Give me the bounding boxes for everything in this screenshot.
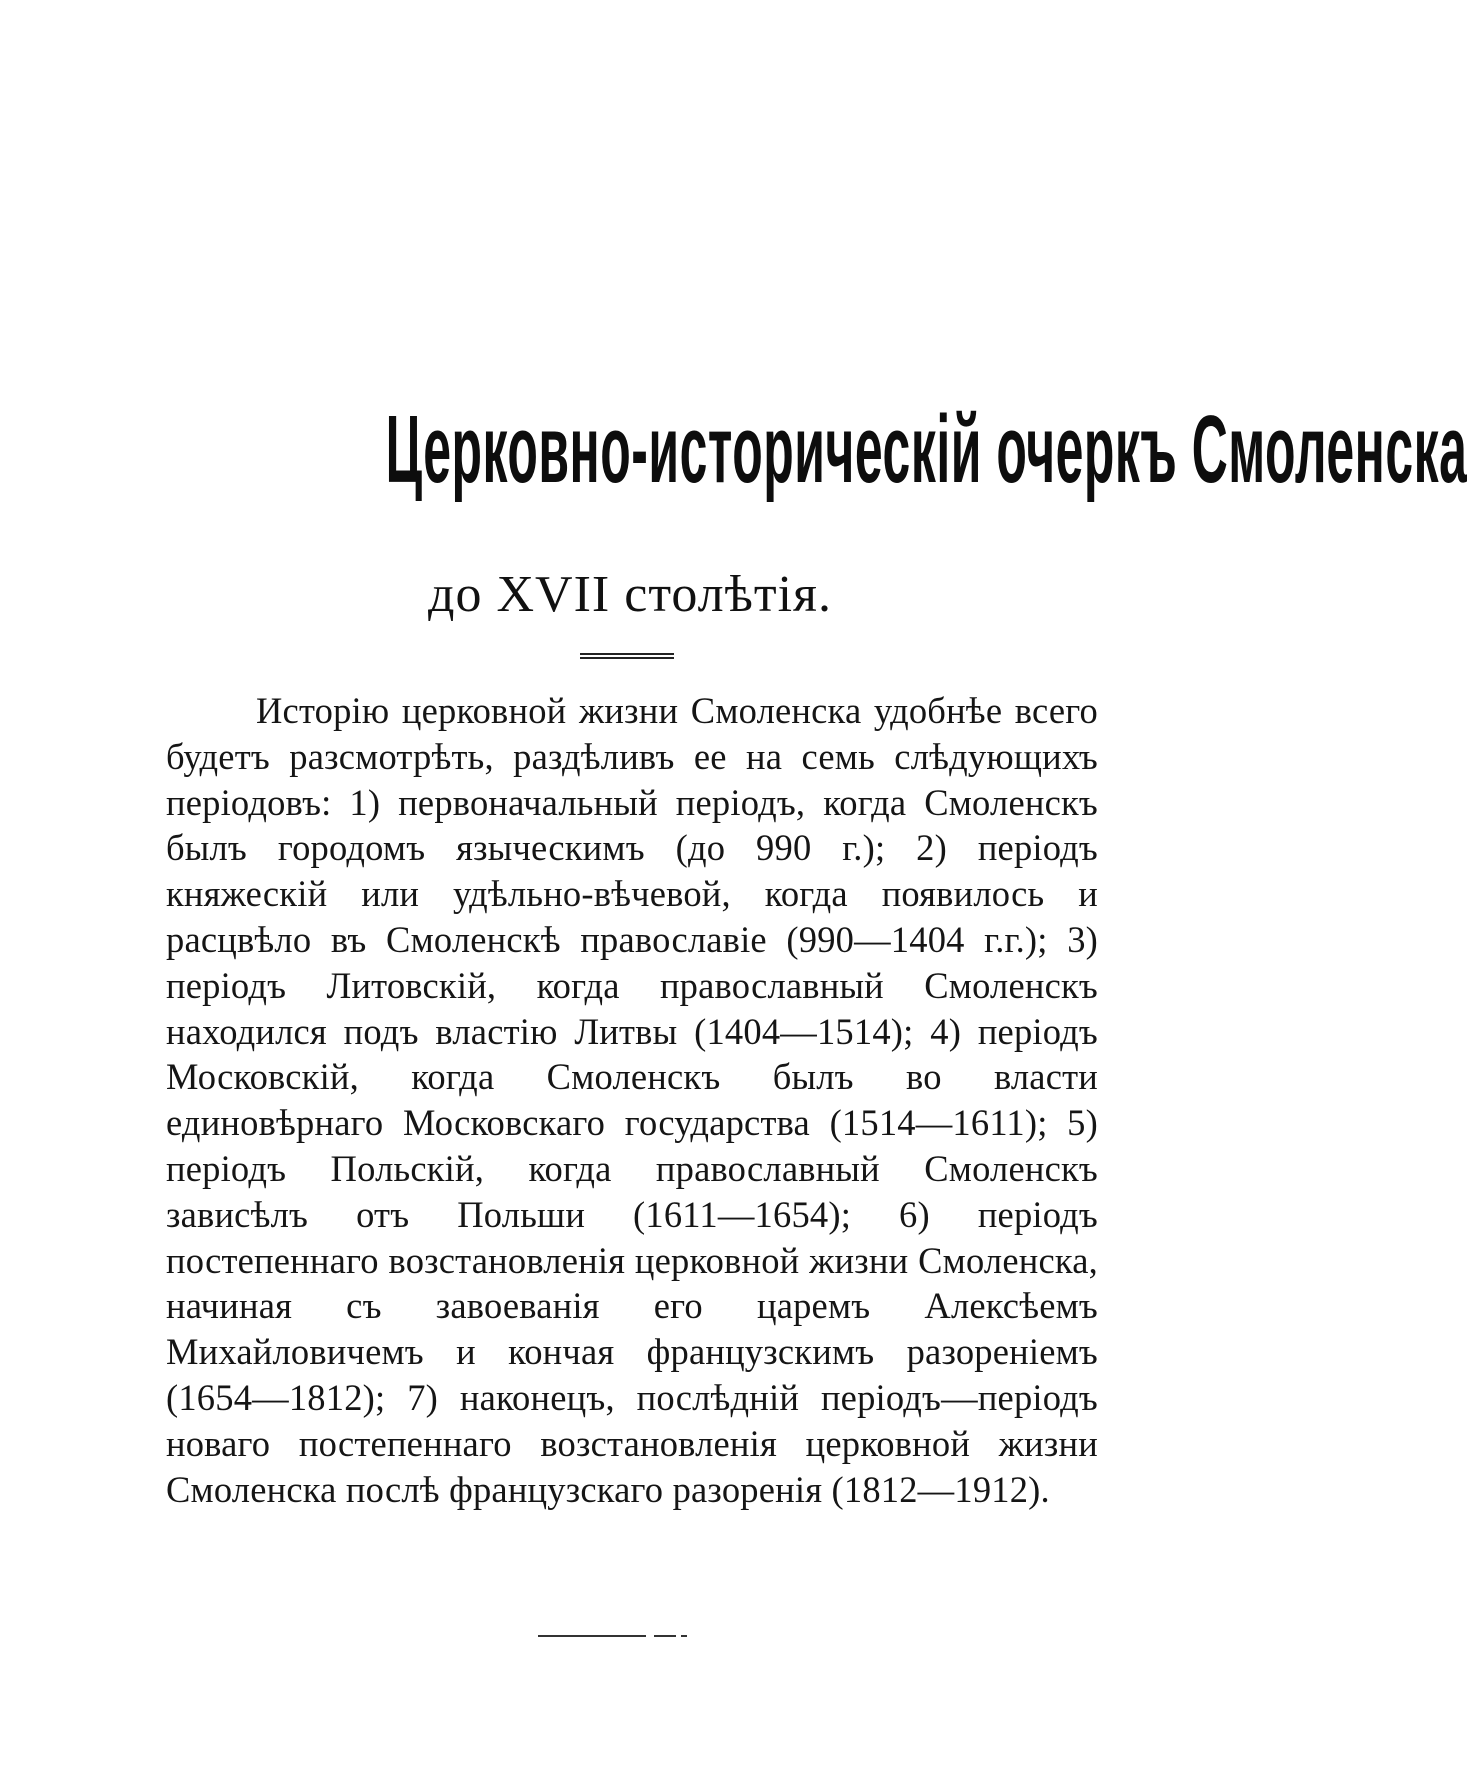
title-block xyxy=(160,395,1467,505)
page-title: Церковно-историческій очеркъ Смоленска xyxy=(385,396,1467,503)
page-subtitle: до XVII столѣтія. xyxy=(428,566,832,623)
body-paragraph: Исторію церковной жизни Смоленска удобнѣе всего будетъ разсмотрѣть, раздѣливъ ее на семь слѣдующихъ періодовъ: 1) первоначальный періодъ, когда Смоленскъ былъ городомъ языческимъ (до 990 г.); 2) періодъ княжескій или удѣльно-вѣчевой, когда появилось и расцвѣло въ Смоленскѣ православіе (990—1404 г.г.); 3) періодъ Литовскій, когда православный Смоленскъ находился подъ властію Литвы (1404—1514); 4) періодъ Московскій, когда Смоленскъ былъ во власти единовѣрнаго Московскаго государства (1514—1611); 5) періодъ Польскій, когда православный Смоленскъ зависѣлъ отъ Польши (1611—1654); 6) періодъ постепеннаго возстановленія церковной жизни Смоленска, начиная съ завоеванія его царемъ Алексѣемъ Михайловичемъ и кончая французскимъ разореніемъ (1654—1812); 7) наконецъ, послѣдній періодъ—періодъ новаго постепеннаго возстановленія церковной жизни Смоленска послѣ французскаго разоренія (1812—1912). xyxy=(166,690,1098,1510)
end-rule-divider xyxy=(538,1635,688,1638)
double-rule-divider xyxy=(580,653,674,659)
